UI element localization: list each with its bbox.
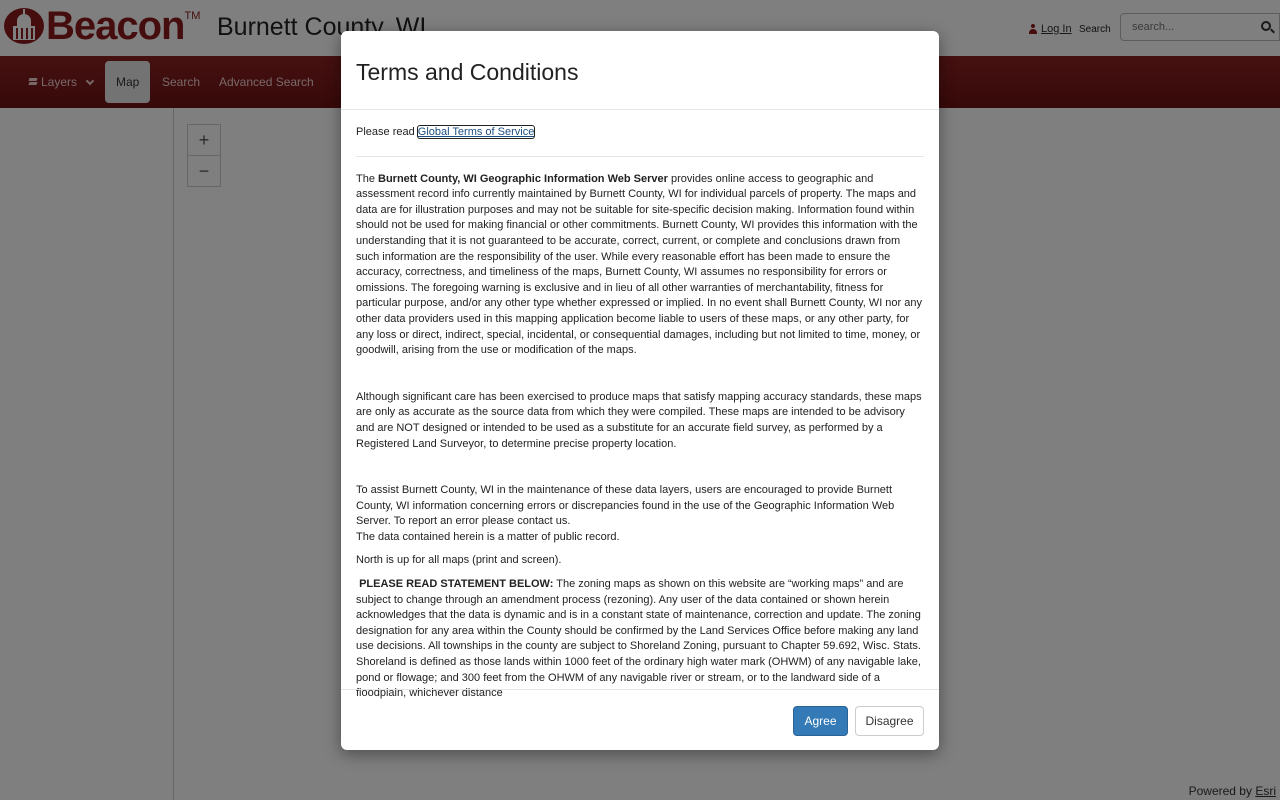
modal-header bbox=[341, 31, 939, 110]
p1-text: provides online access to geographic and assessment record info currently maintained by Burnett County, WI for individual parcels of property. The maps and data are for illustration purposes and may not be suitable for site-specific decision making. Information found within should not be used for making financial or other commitments. Burnett County, WI provides this information with the understanding that it is not guaranteed to be accurate, correct, current, or complete and conclusions drawn from such information are the responsibility of the user. While every reasonable effort has been made to ensure the accuracy, correctness, and timeliness of the maps, Burnett County, WI assumes no responsibility for errors or omissions. The foregoing warning is exclusive and in lieu of all other warranties of merchantability, fitness for particular purpose, and/or any other type whether expressed or implied. In no event shall Burnett County, WI nor any other data providers used in this mapping application become liable to users of these maps, or any other party, for any loss or direct, indirect, special, incidental, or consequential damages, including but not limited to time, money, or goodwill, arising from the use or modification of the maps. bbox=[356, 172, 922, 357]
terms-paragraph-3-line2: The data contained herein is a matter of public record. bbox=[356, 530, 620, 543]
terms-paragraph-2: Although significant care has been exercised to produce maps that satisfy mapping accuracy standards, these maps are only as accurate as the source data from which they were compiled. These maps are intended to be advisory and are NOT designed or intended to be used as a substitute for an accurate field survey, as performed by a Registered Land Surveyor, to determine precise property location. bbox=[356, 390, 922, 450]
terms-paragraph-5 bbox=[356, 577, 924, 702]
modal-footer bbox=[341, 689, 939, 750]
p5-text: The zoning maps as shown on this website are “working maps” and are subject to change through an amendment process (rezoning). Any user of the data contained or shown herein acknowledges that the data is dynamic and is in a constant state of maintenance, correction and update. The zoning designation for any area within the County should be confirmed by the Land Services Office before making any land use decisions. All townships in the county are subject to Shoreland Zoning, pursuant to Chapter 59.692, Wisc. Stats. Shoreland is defined as those lands within 1000 feet of the ordinary high water mark (OHWM) of any navigable lake, pond or flowage; and 300 feet from the OHWM of any navigable river or stream, or to the landward side of a floodplain, whichever distance bbox=[356, 578, 921, 700]
terms-paragraph-1 bbox=[356, 172, 924, 359]
terms-paragraph-4: North is up for all maps (print and screen). bbox=[356, 554, 562, 567]
agree-button[interactable]: Agree bbox=[793, 706, 848, 736]
read-terms-line bbox=[356, 125, 924, 157]
read-prefix: Please read bbox=[356, 126, 415, 138]
terms-modal bbox=[341, 31, 939, 750]
p5-bold: PLEASE READ STATEMENT BELOW: bbox=[359, 578, 554, 591]
p1-intro: The bbox=[356, 172, 379, 185]
terms-paragraph-3: To assist Burnett County, WI in the maintenance of these data layers, users are encouraged to provide Burnett County, WI information concerning errors or discrepancies found in the use of the Geographic Information Web Server. To report an error please contact us. bbox=[356, 484, 895, 528]
modal-title: Terms and Conditions bbox=[356, 59, 579, 85]
modal-body[interactable] bbox=[341, 111, 939, 700]
global-terms-link[interactable]: Global Terms of Service bbox=[417, 126, 535, 138]
p1-bold: Burnett County, WI Geographic Information Web Server bbox=[378, 172, 668, 185]
disagree-button[interactable]: Disagree bbox=[855, 706, 924, 736]
